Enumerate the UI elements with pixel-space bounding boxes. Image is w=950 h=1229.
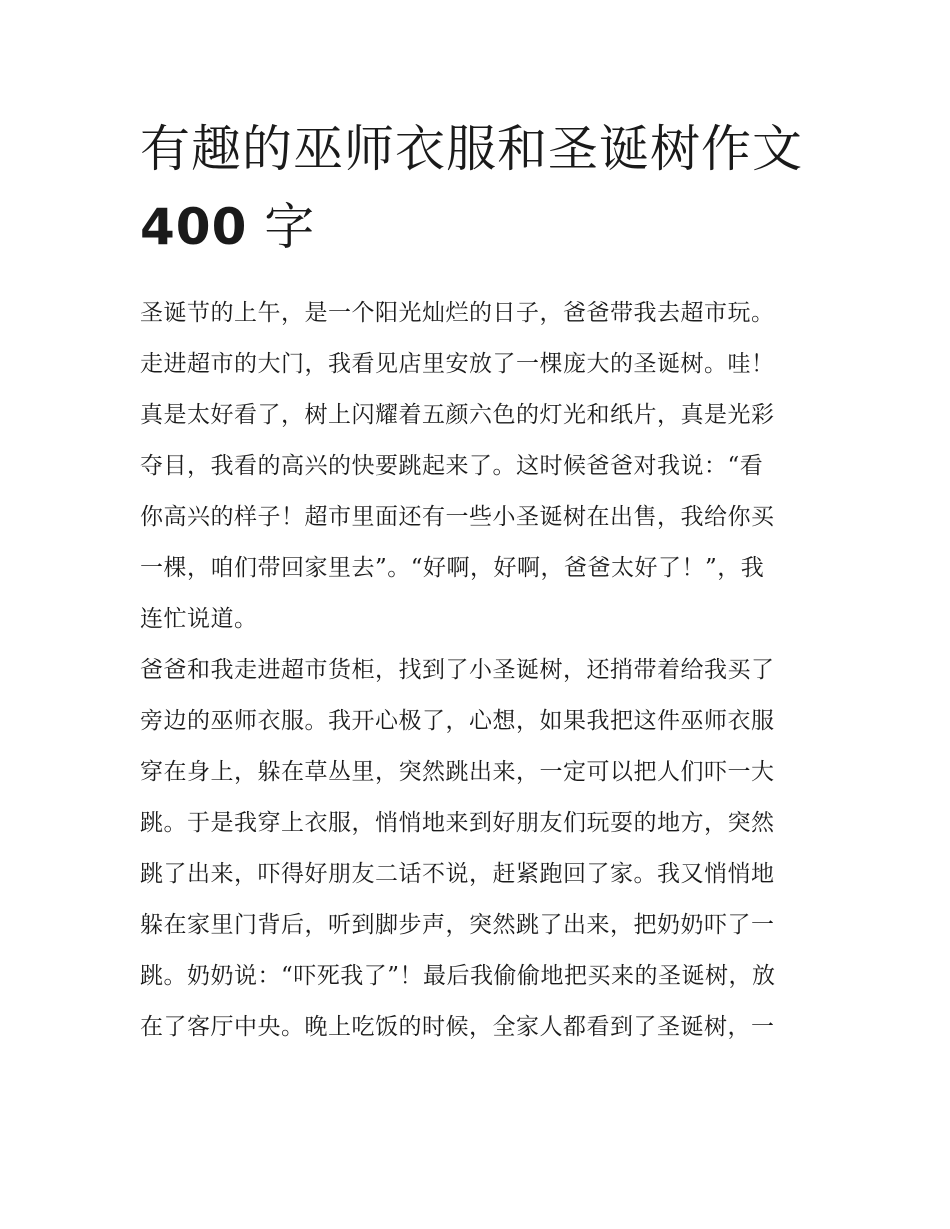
text-line: 爸爸和我走进超市货柜，找到了小圣诞树，还捎带着给我买了 xyxy=(140,657,775,683)
title-unit: 字 xyxy=(264,198,316,256)
text-line: 真是太好看了，树上闪耀着五颜六色的灯光和纸片，真是光彩 xyxy=(140,402,775,428)
title-line-1: 有趣的巫师衣服和圣诞树作文 xyxy=(140,120,803,178)
title-line-2 xyxy=(140,188,812,266)
text-line: 在了客厅中央。晚上吃饭的时候，全家人都看到了圣诞树，一 xyxy=(140,1014,775,1040)
text-line: 连忙说道。 xyxy=(140,606,258,632)
text-line: 跳。奶奶说：“吓死我了”！最后我偷偷地把买来的圣诞树，放 xyxy=(140,963,776,989)
paragraph-1 xyxy=(140,288,812,645)
text-line: 穿在身上，躲在草丛里，突然跳出来，一定可以把人们吓一大 xyxy=(140,759,775,785)
text-line: 旁边的巫师衣服。我开心极了，心想，如果我把这件巫师衣服 xyxy=(140,708,775,734)
text-line: 你高兴的样子！超市里面还有一些小圣诞树在出售，我给你买 xyxy=(140,504,775,530)
text-line: 走进超市的大门，我看见店里安放了一棵庞大的圣诞树。哇！ xyxy=(140,351,775,377)
title-word-count: 400 xyxy=(140,198,248,256)
document-title xyxy=(140,110,812,266)
text-line: 一棵，咱们带回家里去”。“好啊，好啊，爸爸太好了！”，我 xyxy=(140,555,765,581)
text-line: 夺目，我看的高兴的快要跳起来了。这时候爸爸对我说：“看 xyxy=(140,453,764,479)
paragraph-2 xyxy=(140,645,812,1053)
text-line: 跳。于是我穿上衣服，悄悄地来到好朋友们玩耍的地方，突然 xyxy=(140,810,775,836)
essay-body xyxy=(140,288,812,1053)
text-line: 跳了出来，吓得好朋友二话不说，赶紧跑回了家。我又悄悄地 xyxy=(140,861,775,887)
text-line: 躲在家里门背后，听到脚步声，突然跳了出来，把奶奶吓了一 xyxy=(140,912,775,938)
document-page xyxy=(140,110,812,1053)
text-line: 圣诞节的上午，是一个阳光灿烂的日子，爸爸带我去超市玩。 xyxy=(140,300,775,326)
